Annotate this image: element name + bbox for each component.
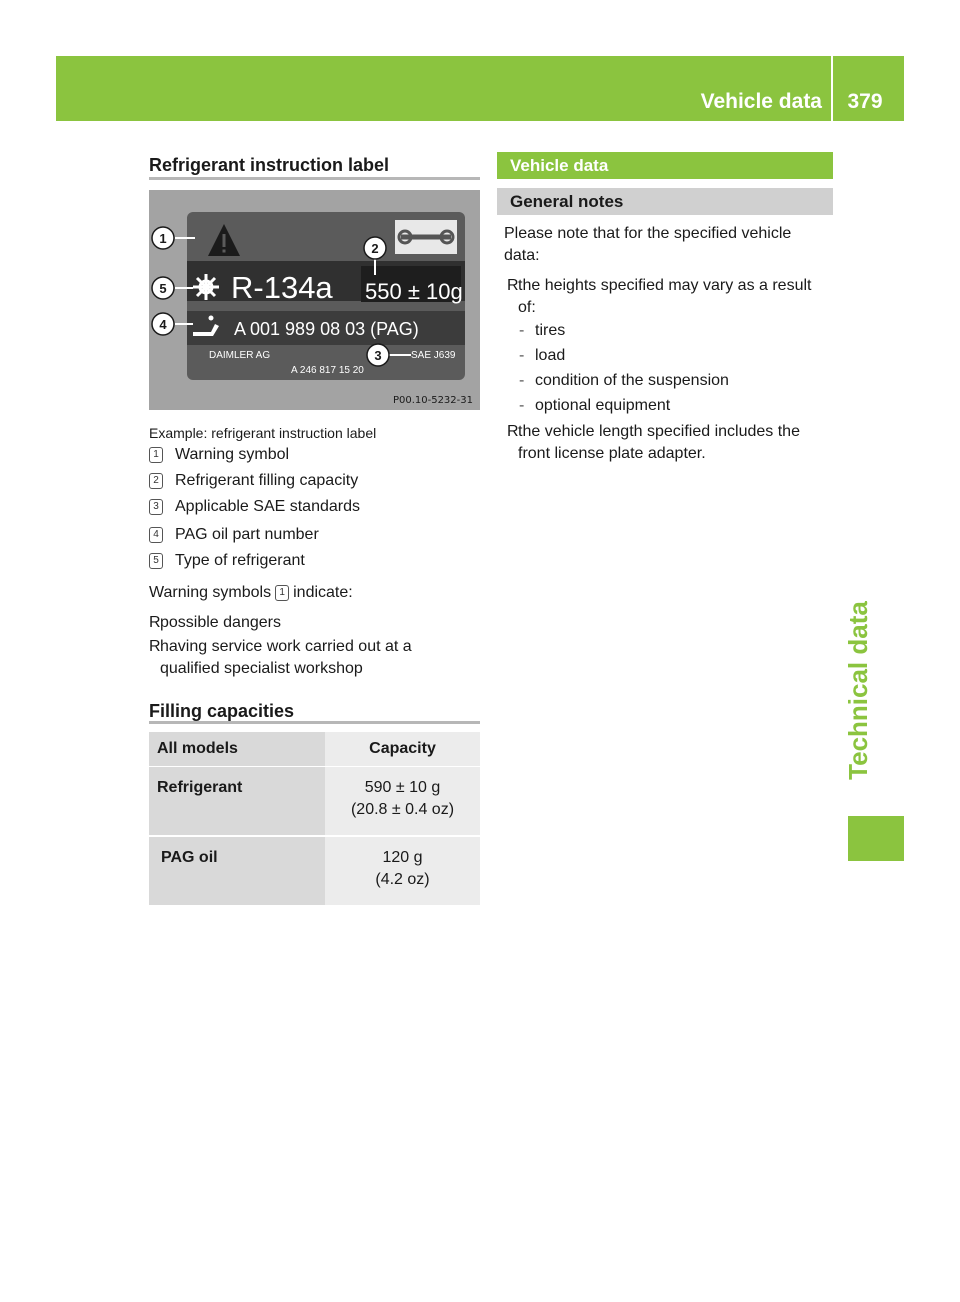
bullet-text-line-2: qualified specialist workshop (160, 660, 363, 677)
photo-maker-text: DAIMLER AG (209, 350, 271, 361)
table-header-cell: All models (149, 732, 325, 767)
warning-intro (149, 582, 353, 604)
sidebar-label-text: Technical data (842, 600, 873, 780)
dash-text: load (535, 347, 566, 364)
dash-item (519, 320, 819, 342)
bullet-text-line-1: having service work carried out at a (160, 638, 412, 655)
sidebar-section-label (844, 572, 872, 808)
dash-item (519, 345, 819, 367)
dash-item (519, 370, 819, 392)
dash-text: tires (535, 322, 566, 339)
warning-intro-before: Warning symbols (149, 584, 272, 601)
legend-item (149, 496, 360, 518)
dash-text: condition of the suspension (535, 372, 729, 389)
warning-intro-after: indicate: (293, 584, 353, 601)
bullet-item (507, 275, 833, 319)
page-number: 379 (847, 90, 883, 113)
callout-4: 4 (159, 317, 167, 332)
header-divider (831, 56, 833, 121)
table-header-row (149, 732, 480, 767)
section-rule (149, 177, 480, 180)
table-row-label: PAG oil (149, 836, 325, 906)
dash-text: optional equipment (535, 397, 671, 414)
section-title-refrigerant-label: Refrigerant instruction label (149, 155, 390, 175)
figure-code: P00.10-5232-31 (392, 395, 473, 406)
bullet-item (149, 636, 480, 680)
table-header-cell: Capacity (325, 732, 480, 767)
value-metric: 120 g (382, 849, 423, 866)
bullet-mark: R (149, 614, 161, 631)
photo-oil-part-text: A 001 989 08 03 (PAG) (234, 319, 419, 339)
table-row (149, 767, 480, 837)
dash-item (519, 395, 819, 417)
legend-item (149, 444, 289, 466)
callout-5: 5 (159, 281, 167, 296)
legend-text: Applicable SAE standards (175, 498, 360, 515)
bullet-text-line-1: the heights specified may vary as a result (518, 277, 812, 294)
bullet-mark: R (507, 277, 519, 294)
legend-item (149, 524, 319, 546)
callout-3: 3 (374, 348, 382, 363)
legend-number: 3 (149, 499, 163, 515)
section-title-vehicle-data: Vehicle data (497, 152, 833, 179)
legend-text: Type of refrigerant (175, 552, 305, 569)
legend-text: Warning symbol (175, 446, 290, 463)
legend-item (149, 550, 305, 572)
bullet-text-line-2: front license plate adapter. (518, 445, 706, 462)
intro-line-2: data: (504, 247, 540, 264)
bullet-text-line-1: the vehicle length specified includes the (518, 423, 800, 440)
figure-caption: Example: refrigerant instruction label (149, 425, 377, 441)
intro-line-1: Please note that for the specified vehicle (504, 225, 792, 242)
bullet-text: possible dangers (160, 614, 281, 631)
legend-number: 2 (149, 473, 163, 489)
bullet-item (507, 421, 833, 465)
table-row-value (325, 767, 480, 837)
bullet-mark: R (507, 423, 519, 440)
legend-number: 5 (149, 553, 163, 569)
callout-2: 2 (371, 241, 379, 256)
legend-number: 1 (149, 447, 163, 463)
photo-label-part-text: A 246 817 15 20 (291, 365, 364, 376)
legend-text: Refrigerant filling capacity (175, 472, 359, 489)
warning-intro-number: 1 (275, 585, 289, 601)
dash-mark: - (519, 347, 525, 364)
capacities-table (149, 732, 480, 907)
legend-item (149, 470, 358, 492)
sidebar-thumb-tab (848, 816, 904, 861)
value-metric: 590 ± 10 g (364, 779, 441, 796)
section-rule (149, 721, 480, 724)
bullet-text-line-2: of: (518, 299, 536, 316)
table-row-label: Refrigerant (149, 767, 325, 837)
value-imperial: (4.2 oz) (375, 871, 430, 888)
value-imperial: (20.8 ± 0.4 oz) (350, 801, 455, 818)
photo-sae-text: SAE J639 (411, 350, 456, 361)
table-row-value (325, 836, 480, 906)
bullet-mark: R (149, 638, 161, 655)
photo-capacity-text: 550 ± 10g (365, 279, 463, 304)
callout-1: 1 (159, 231, 167, 246)
dash-mark: - (519, 397, 525, 414)
table-row (149, 836, 480, 906)
header-title: Vehicle data (700, 90, 822, 113)
bullet-item (149, 612, 480, 634)
legend-number: 4 (149, 527, 163, 543)
subsection-title-general-notes: General notes (497, 188, 833, 215)
legend-text: PAG oil part number (175, 526, 319, 543)
dash-mark: - (519, 372, 525, 389)
refrigerant-label-photo (149, 190, 480, 410)
photo-refrigerant-text: R-134a (231, 270, 333, 305)
section-title-filling-capacities: Filling capacities (149, 701, 295, 721)
dash-mark: - (519, 322, 525, 339)
